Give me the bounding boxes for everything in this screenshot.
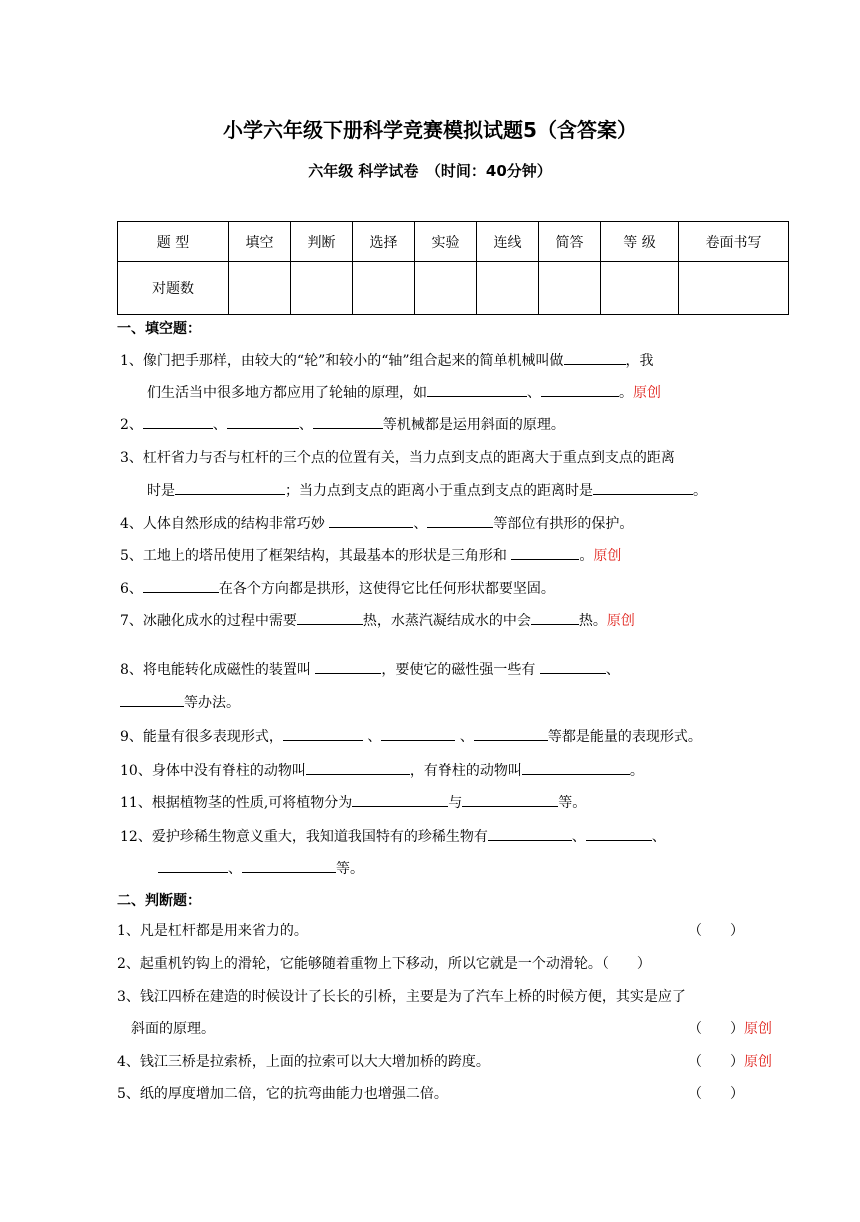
answer-blank[interactable] — [120, 692, 184, 707]
table-header-row — [118, 222, 789, 262]
section-heading-true-false: 二、判断题： — [117, 893, 201, 909]
table-header-cell: 连线 — [477, 222, 539, 262]
table-header-cell: 题 型 — [118, 222, 229, 262]
table-cell[interactable] — [539, 262, 601, 315]
question-9: 9、能量有很多表现形式， 、 、 等都是能量的表现形式。 — [120, 726, 702, 747]
original-tag: 原创 — [593, 548, 622, 564]
answer-blank[interactable] — [158, 858, 228, 873]
answer-blank[interactable] — [427, 513, 493, 528]
table-row-label: 对题数 — [118, 262, 229, 315]
answer-blank[interactable] — [297, 610, 363, 625]
page-subtitle: 六年级 科学试卷 （时间：40分钟） — [308, 162, 552, 180]
judge-question-4: 4、钱江三桥是拉索桥，上面的拉索可以大大增加桥的跨度。 — [117, 1054, 490, 1070]
answer-blank[interactable] — [315, 659, 381, 674]
original-tag: 原创 — [606, 613, 635, 629]
table-header-cell: 简答 — [539, 222, 601, 262]
question-3-line-1: 3、杠杆省力与否与杠杆的三个点的位置有关，当力点到支点的距离大于重点到支点的距离 — [120, 450, 675, 466]
table-cell[interactable] — [353, 262, 415, 315]
section-heading-fill-in: 一、填空题： — [117, 321, 201, 337]
table-cell[interactable] — [415, 262, 477, 315]
answer-blank[interactable] — [462, 792, 558, 807]
answer-blank[interactable] — [143, 578, 219, 593]
answer-blank[interactable] — [143, 414, 213, 429]
judge-question-1: 1、凡是杠杆都是用来省力的。 — [117, 923, 308, 939]
table-header-cell: 填空 — [229, 222, 291, 262]
question-7: 7、冰融化成水的过程中需要 热，水蒸汽凝结成水的中会 热。原创 — [120, 610, 635, 631]
answer-blank[interactable] — [531, 610, 579, 625]
table-cell[interactable] — [679, 262, 789, 315]
table-header-cell: 等 级 — [601, 222, 679, 262]
table-cell[interactable] — [229, 262, 291, 315]
answer-blank[interactable] — [541, 382, 619, 397]
answer-blank[interactable] — [329, 513, 413, 528]
answer-blank[interactable] — [283, 726, 363, 741]
answer-blank[interactable] — [313, 414, 383, 429]
answer-blank[interactable] — [381, 726, 455, 741]
answer-blank[interactable] — [352, 792, 448, 807]
answer-blank[interactable] — [175, 480, 285, 495]
answer-parens[interactable]: （ ） — [601, 956, 651, 972]
question-12-line-2: 、 等。 — [158, 858, 364, 879]
question-1-line-2: 们生活当中很多地方都应用了轮轴的原理，如 、 。原创 — [147, 382, 661, 403]
judge-question-3-line-1: 3、钱江四桥在建造的时候设计了长长的引桥，主要是为了汽车上桥的时候方便，其实是应了 — [117, 989, 686, 1005]
answer-blank[interactable] — [586, 826, 652, 841]
question-10: 10、身体中没有脊柱的动物叫 ，有脊柱的动物叫 。 — [120, 760, 644, 781]
question-3-line-2: 时是 ；当力点到支点的距离小于重点到支点的距离时是 。 — [147, 480, 707, 501]
original-tag: 原创 — [744, 1054, 772, 1070]
table-header-cell: 选择 — [353, 222, 415, 262]
question-5: 5、工地上的塔吊使用了框架结构，其最基本的形状是三角形和 。原创 — [120, 545, 621, 566]
answer-parens: （ ）原创 — [688, 1054, 772, 1070]
table-cell[interactable] — [291, 262, 353, 315]
question-2: 2、 、 、 等机械都是运用斜面的原理。 — [120, 414, 565, 435]
table-header-cell: 实验 — [415, 222, 477, 262]
answer-blank[interactable] — [306, 760, 410, 775]
answer-parens: （ ）原创 — [688, 1021, 772, 1037]
table-cell[interactable] — [477, 262, 539, 315]
answer-blank[interactable] — [511, 545, 579, 560]
table-header-cell: 判断 — [291, 222, 353, 262]
answer-blank[interactable] — [593, 480, 693, 495]
original-tag: 原创 — [633, 385, 661, 401]
question-8-line-2: 等办法。 — [120, 692, 240, 713]
question-11: 11、根据植物茎的性质,可将植物分为 与 等。 — [120, 792, 586, 813]
question-1-line-1: 1、像门把手那样，由较大的“轮”和较小的“轴”组合起来的简单机械叫做 ，我 — [120, 350, 654, 371]
answer-blank[interactable] — [227, 414, 299, 429]
page-title: 小学六年级下册科学竞赛模拟试题5（含答案） — [223, 118, 637, 142]
answer-parens[interactable]: （ ） — [688, 1086, 744, 1102]
table-cell[interactable] — [601, 262, 679, 315]
answer-parens[interactable]: （ ） — [688, 923, 744, 939]
answer-blank[interactable] — [540, 659, 606, 674]
question-8-line-1: 8、将电能转化成磁性的装置叫 ，要使它的磁性强一些有 、 — [120, 659, 620, 680]
table-row — [118, 262, 789, 315]
answer-blank[interactable] — [242, 858, 336, 873]
question-12-line-1: 12、爱护珍稀生物意义重大，我知道我国特有的珍稀生物有 、 、 — [120, 826, 666, 847]
question-4: 4、人体自然形成的结构非常巧妙 、 等部位有拱形的保护。 — [120, 513, 633, 534]
judge-question-2: 2、起重机钓钩上的滑轮，它能够随着重物上下移动，所以它就是一个动滑轮。（ ） — [117, 956, 651, 972]
question-6: 6、 在各个方向都是拱形，这使得它比任何形状都要坚固。 — [120, 578, 555, 599]
original-tag: 原创 — [744, 1021, 772, 1037]
answer-blank[interactable] — [564, 350, 626, 365]
judge-question-5: 5、纸的厚度增加二倍，它的抗弯曲能力也增强二倍。 — [117, 1086, 448, 1102]
table-header-cell: 卷面书写 — [679, 222, 789, 262]
answer-blank[interactable] — [522, 760, 630, 775]
judge-question-3-line-2: 斜面的原理。 — [131, 1021, 215, 1037]
answer-blank[interactable] — [474, 726, 548, 741]
answer-blank[interactable] — [427, 382, 527, 397]
score-table — [117, 221, 789, 315]
answer-blank[interactable] — [488, 826, 572, 841]
